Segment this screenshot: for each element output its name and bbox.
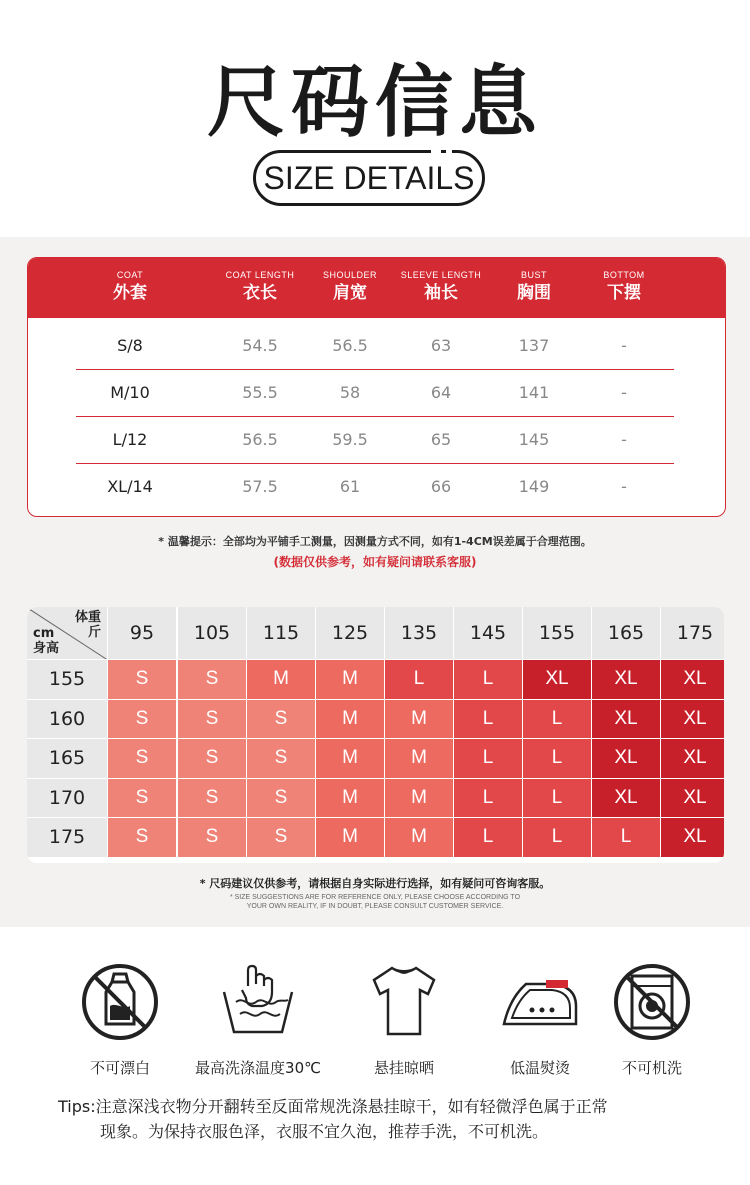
measurement-cell: 58 bbox=[339, 383, 361, 402]
size-cell: L bbox=[523, 700, 591, 739]
size-cell: L bbox=[454, 818, 522, 857]
size-cell: XL bbox=[592, 700, 660, 739]
weight-header: 135 bbox=[385, 607, 453, 659]
measurement-cell: - bbox=[621, 383, 627, 402]
size-cell: M bbox=[385, 739, 453, 778]
weight-header: 105 bbox=[178, 607, 246, 659]
size-cell: L bbox=[592, 818, 660, 857]
size-recommendation-table bbox=[27, 607, 724, 863]
weight-unit-label: 斤 bbox=[87, 625, 101, 640]
size-info-panel bbox=[0, 237, 750, 927]
header bbox=[0, 0, 750, 237]
column-label-en: BOTTOM bbox=[603, 270, 645, 280]
size-cell: S bbox=[108, 818, 176, 857]
coat-column-header bbox=[210, 268, 310, 304]
size-cell: XL bbox=[661, 700, 724, 739]
table-row bbox=[28, 416, 725, 463]
column-label-zh: 衣长 bbox=[243, 283, 277, 303]
height-header: 165 bbox=[27, 739, 107, 778]
weight-header: 145 bbox=[454, 607, 522, 659]
reference-note: (数据仅供参考，如有疑问请联系客服) bbox=[273, 555, 477, 569]
column-label-zh: 袖长 bbox=[424, 283, 458, 303]
size-cell: S bbox=[178, 779, 246, 818]
size-cell: XL bbox=[661, 660, 724, 699]
size-cell: M bbox=[247, 660, 315, 699]
measurement-cell: 145 bbox=[518, 430, 550, 449]
height-header: 160 bbox=[27, 700, 107, 739]
care-label: 悬挂晾晒 bbox=[373, 1059, 434, 1077]
measurement-cell: 141 bbox=[518, 383, 550, 402]
height-unit-label: cm bbox=[33, 626, 55, 641]
size-cell: L bbox=[385, 660, 453, 699]
table-corner bbox=[27, 607, 107, 659]
care-tips-line-2: 现象。为保持衣服色泽，衣服不宜久泡，推荐手洗，不可机洗。 bbox=[100, 1122, 549, 1141]
coat-column-header bbox=[391, 268, 491, 304]
column-label-en: SLEEVE LENGTH bbox=[400, 270, 482, 280]
care-label: 不可漂白 bbox=[89, 1059, 150, 1077]
size-cell: XL bbox=[661, 739, 724, 778]
measurement-cell: 57.5 bbox=[242, 477, 278, 496]
size-label: S/8 bbox=[117, 336, 143, 355]
height-header: 170 bbox=[27, 779, 107, 818]
coat-column-header bbox=[300, 268, 400, 304]
care-label: 最高洗涤温度30℃ bbox=[195, 1059, 321, 1077]
column-label-zh: 下摆 bbox=[607, 283, 641, 303]
weight-header: 115 bbox=[247, 607, 315, 659]
weight-axis-label: 体重 bbox=[74, 610, 101, 625]
column-label-en: COAT LENGTH bbox=[225, 270, 295, 280]
size-cell: S bbox=[178, 739, 246, 778]
measurement-cell: - bbox=[621, 430, 627, 449]
coat-column-header bbox=[574, 268, 674, 304]
size-cell: L bbox=[523, 818, 591, 857]
low-iron-icon bbox=[500, 962, 580, 1042]
size-cell: M bbox=[316, 660, 384, 699]
size-cell: L bbox=[454, 739, 522, 778]
size-label: M/10 bbox=[110, 383, 150, 402]
size-cell: M bbox=[316, 739, 384, 778]
measurement-cell: - bbox=[621, 336, 627, 355]
coat-column-header bbox=[484, 268, 584, 304]
care-item-low-iron bbox=[480, 962, 600, 1077]
size-cell: S bbox=[108, 779, 176, 818]
no-bleach-icon bbox=[80, 962, 160, 1042]
size-cell: L bbox=[454, 779, 522, 818]
page-subtitle bbox=[253, 150, 485, 206]
measurement-cell: 137 bbox=[518, 336, 550, 355]
weight-header: 165 bbox=[592, 607, 660, 659]
column-label-zh: 胸围 bbox=[517, 283, 551, 303]
measurement-cell: 65 bbox=[430, 430, 452, 449]
measurement-cell: 64 bbox=[430, 383, 452, 402]
weight-header: 155 bbox=[523, 607, 591, 659]
size-cell: S bbox=[247, 739, 315, 778]
coat-table-header bbox=[28, 258, 725, 318]
measurement-cell: 56.5 bbox=[242, 430, 278, 449]
size-advice-en-line-1: * SIZE SUGGESTIONS ARE FOR REFERENCE ONLY, PLEASE CHOOSE ACCORDING TO bbox=[229, 894, 521, 901]
no-machine-wash-icon bbox=[612, 962, 692, 1042]
care-item-no-machine-wash bbox=[592, 962, 712, 1077]
measure-note: * 温馨提示：全部均为平铺手工测量，因测量方式不同，如有1-4CM误差属于合理范围。 bbox=[158, 535, 592, 548]
size-cell: S bbox=[178, 700, 246, 739]
care-tips-line-1: Tips:注意深浅衣物分开翻转至反面常规洗涤悬挂晾干，如有轻微浮色属于正常 bbox=[58, 1097, 608, 1116]
size-cell: XL bbox=[661, 779, 724, 818]
size-cell: S bbox=[178, 818, 246, 857]
size-cell: S bbox=[108, 660, 176, 699]
measurement-cell: 149 bbox=[518, 477, 550, 496]
size-cell: S bbox=[247, 818, 315, 857]
care-section bbox=[0, 927, 750, 1185]
size-cell: XL bbox=[661, 818, 724, 857]
size-cell: L bbox=[454, 700, 522, 739]
size-cell: M bbox=[316, 700, 384, 739]
size-advice-en-line-2: YOUR OWN REALITY, IF IN DOUBT, PLEASE CONSULT CUSTOMER SERVICE. bbox=[246, 903, 504, 910]
column-label-zh: 肩宽 bbox=[333, 283, 367, 303]
size-cell: L bbox=[454, 660, 522, 699]
table-row bbox=[28, 322, 725, 369]
size-advice-en-note bbox=[0, 893, 750, 911]
coat-size-table bbox=[27, 257, 726, 517]
column-label-en: COAT bbox=[116, 270, 144, 280]
size-cell: S bbox=[108, 700, 176, 739]
size-advice-note: * 尺码建议仅供参考，请根据自身实际进行选择，如有疑问可咨询客服。 bbox=[199, 877, 551, 890]
table-row bbox=[28, 369, 725, 416]
measurement-cell: 63 bbox=[430, 336, 452, 355]
size-cell: M bbox=[385, 779, 453, 818]
weight-header: 125 bbox=[316, 607, 384, 659]
size-cell: M bbox=[385, 700, 453, 739]
column-label-en: SHOULDER bbox=[322, 270, 377, 280]
size-cell: L bbox=[523, 779, 591, 818]
page-title: 尺码信息 bbox=[206, 58, 543, 148]
size-cell: XL bbox=[592, 660, 660, 699]
coat-column-header bbox=[80, 268, 180, 304]
care-label: 低温熨烫 bbox=[509, 1059, 570, 1077]
weight-header: 95 bbox=[108, 607, 176, 659]
measurement-cell: 56.5 bbox=[332, 336, 368, 355]
column-label-zh: 外套 bbox=[113, 283, 147, 303]
height-axis-label: 身高 bbox=[33, 641, 60, 656]
measurement-cell: 61 bbox=[339, 477, 361, 496]
height-header: 155 bbox=[27, 660, 107, 699]
size-cell: M bbox=[385, 818, 453, 857]
page-subtitle-text: SIZE DETAILS bbox=[263, 160, 475, 196]
measurement-cell: - bbox=[621, 477, 627, 496]
measurement-cell: 66 bbox=[430, 477, 452, 496]
table-row bbox=[28, 463, 725, 510]
size-cell: XL bbox=[592, 739, 660, 778]
size-label: XL/14 bbox=[107, 477, 153, 496]
height-header: 175 bbox=[27, 818, 107, 857]
care-item-no-bleach bbox=[60, 962, 180, 1077]
size-cell: S bbox=[247, 700, 315, 739]
size-cell: S bbox=[178, 660, 246, 699]
size-label: L/12 bbox=[112, 430, 148, 449]
size-cell: L bbox=[523, 739, 591, 778]
size-cell: XL bbox=[592, 779, 660, 818]
size-cell: M bbox=[316, 818, 384, 857]
column-label-en: BUST bbox=[520, 270, 547, 280]
care-item-hang-dry bbox=[344, 962, 464, 1077]
weight-header: 175 bbox=[661, 607, 724, 659]
care-tips bbox=[58, 1094, 720, 1144]
measurement-cell: 55.5 bbox=[242, 383, 278, 402]
measurement-cell: 54.5 bbox=[242, 336, 278, 355]
measurement-cell: 59.5 bbox=[332, 430, 368, 449]
size-cell: S bbox=[108, 739, 176, 778]
care-item-wash-temp bbox=[195, 962, 321, 1077]
wash-temperature-icon bbox=[218, 962, 298, 1042]
size-cell: XL bbox=[523, 660, 591, 699]
size-cell: M bbox=[316, 779, 384, 818]
size-cell: S bbox=[247, 779, 315, 818]
hang-dry-icon bbox=[364, 962, 444, 1042]
care-label: 不可机洗 bbox=[621, 1059, 682, 1077]
